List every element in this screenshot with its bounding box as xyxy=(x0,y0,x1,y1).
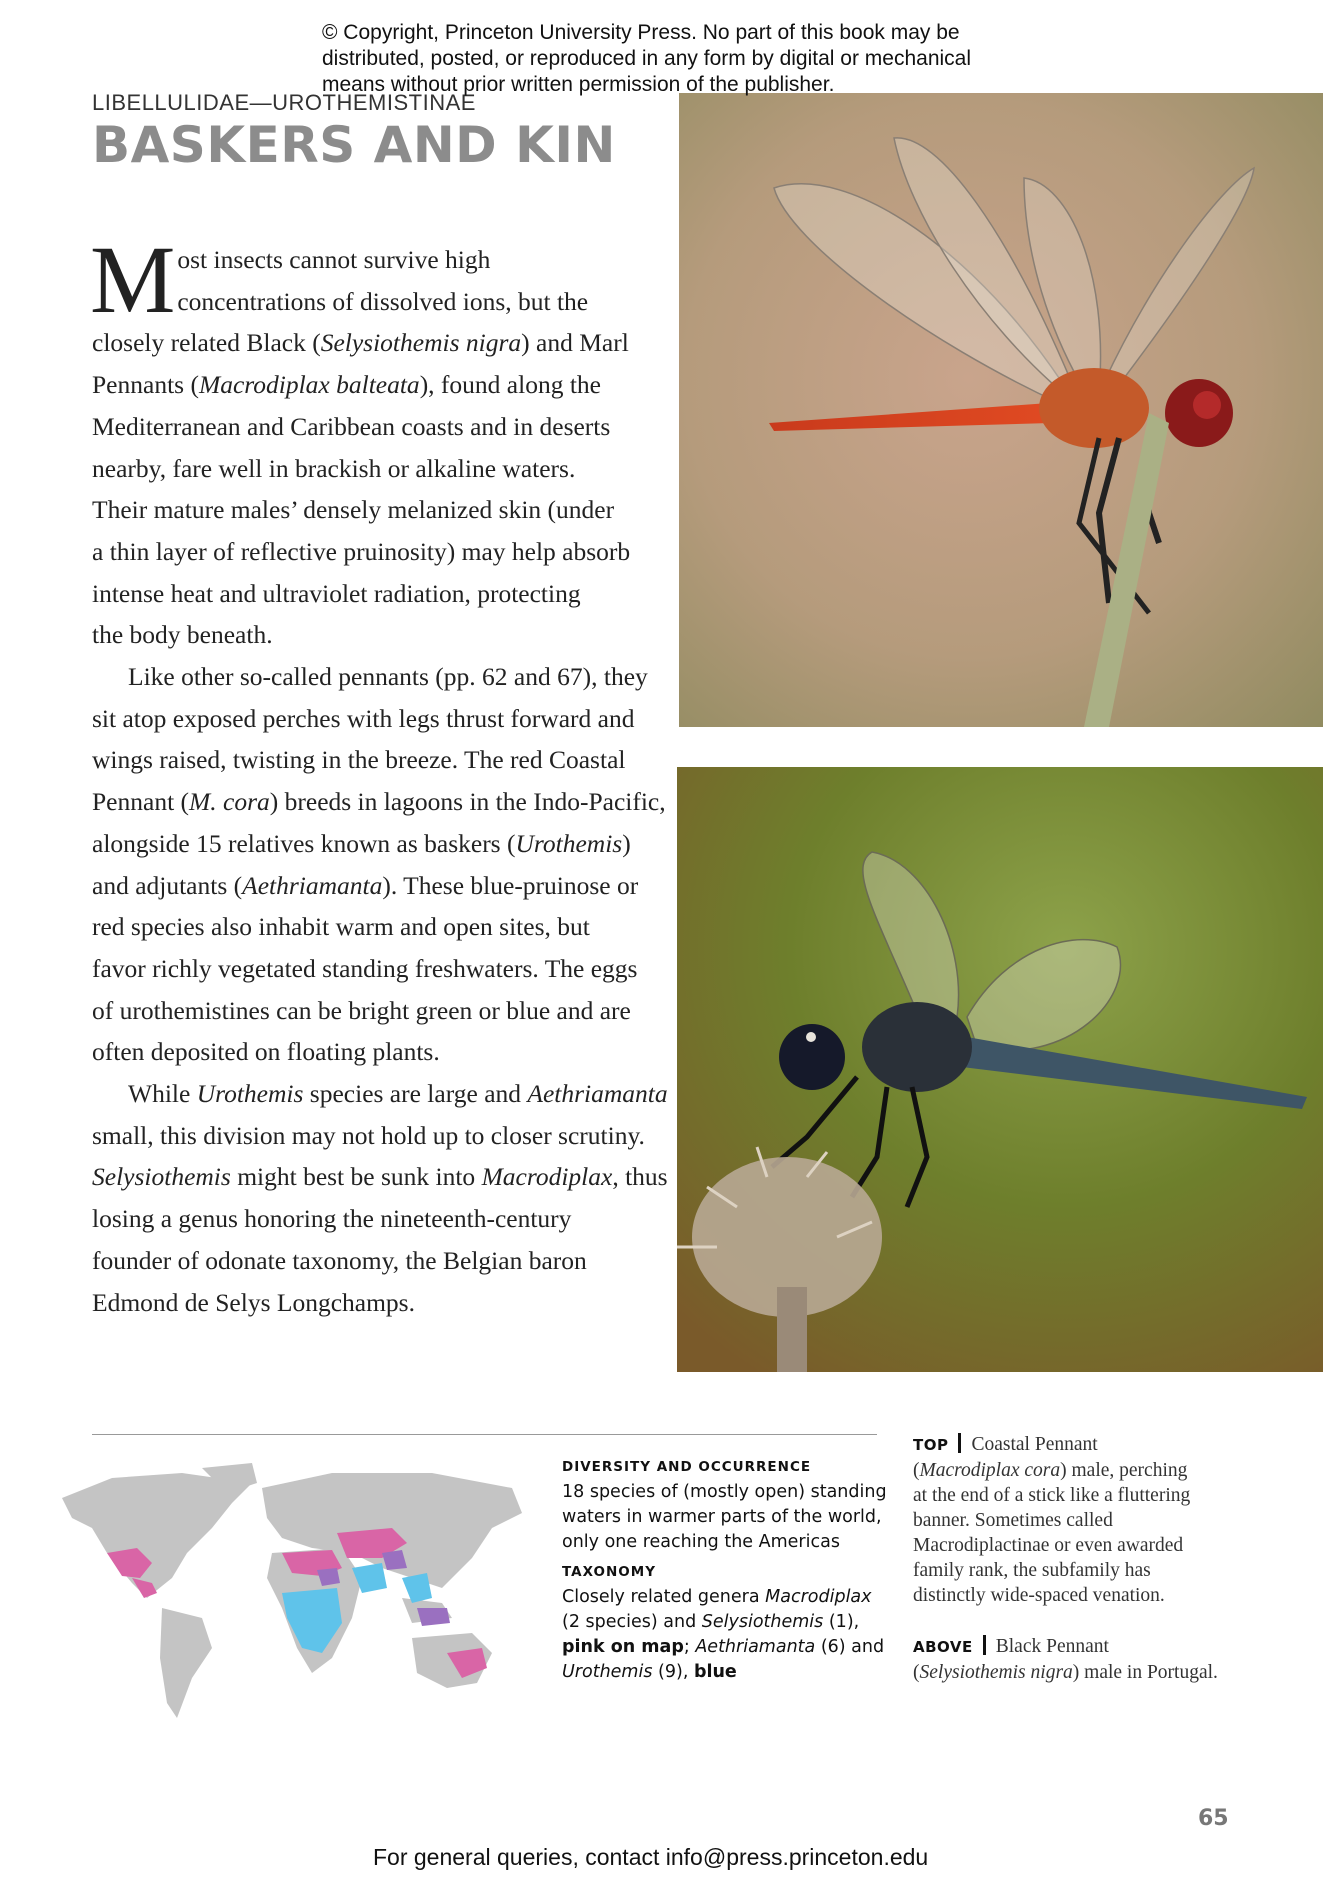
text-line: small, this division may not hold up to closer scrutiny. xyxy=(92,1120,645,1150)
info-line: 18 species of (mostly open) standing xyxy=(562,1482,887,1502)
text-line: Like other so-called pennants (pp. 62 and 67), they xyxy=(128,662,648,692)
copyright-line: means without prior written permission of the publisher. xyxy=(322,73,835,96)
text-line: of urothemistines can be bright green or blue and are xyxy=(92,995,631,1025)
caption-line: banner. Sometimes called xyxy=(913,1510,1113,1531)
copyright-line: © Copyright, Princeton University Press. No part of this book may be xyxy=(322,21,960,44)
info-panel xyxy=(562,1458,887,1685)
diversity-heading: DIVERSITY AND OCCURRENCE xyxy=(562,1459,812,1475)
info-line: waters in warmer parts of the world, xyxy=(562,1507,882,1527)
caption-separator xyxy=(958,1433,961,1453)
coastal-pennant-image xyxy=(679,93,1323,727)
caption-line: Macrodiplactinae or even awarded xyxy=(913,1535,1184,1556)
caption-line: (Macrodiplax cora) male, perching xyxy=(913,1460,1188,1481)
caption-tag-top: TOP xyxy=(913,1436,949,1454)
caption-line: family rank, the subfamily has xyxy=(913,1560,1151,1581)
text-line: intense heat and ultraviolet radiation, protecting xyxy=(92,578,581,608)
text-line: sit atop exposed perches with legs thrust forward and xyxy=(92,703,635,733)
text-line: Edmond de Selys Longchamps. xyxy=(92,1287,415,1317)
page-title: BASKERS AND KIN xyxy=(92,116,616,174)
taxonomy-heading: TAXONOMY xyxy=(562,1564,656,1580)
text-line: Mediterranean and Caribbean coasts and in deserts xyxy=(92,411,611,441)
caption-line: distinctly wide-spaced venation. xyxy=(913,1585,1165,1606)
photo-coastal-pennant xyxy=(679,93,1323,727)
caption-line: at the end of a stick like a fluttering xyxy=(913,1485,1191,1506)
world-map-image xyxy=(52,1458,534,1723)
text-line: often deposited on floating plants. xyxy=(92,1037,440,1067)
text-line: concentrations of dissolved ions, but the xyxy=(177,286,589,316)
caption-line: ABOVE Black Pennant xyxy=(913,1636,1109,1657)
distribution-map xyxy=(52,1458,534,1723)
text-line: Pennants (Macrodiplax balteata), found along the xyxy=(92,370,601,400)
page-number: 65 xyxy=(1198,1806,1229,1831)
info-line: pink on map; Aethriamanta (6) and xyxy=(562,1637,885,1657)
drop-cap: M xyxy=(90,226,176,333)
info-line: Closely related genera Macrodiplax xyxy=(562,1587,872,1607)
section-divider xyxy=(92,1434,877,1435)
text-line: Pennant (M. cora) breeds in lagoons in the Indo-Pacific, xyxy=(92,787,666,817)
copyright-notice xyxy=(322,20,1022,98)
text-line: Selysiothemis might best be sunk into Macrodiplax, thus xyxy=(92,1162,668,1192)
text-line: closely related Black (Selysiothemis nigra) and Marl xyxy=(92,328,629,358)
info-line: Urothemis (9), blue xyxy=(562,1662,737,1682)
caption-line: (Selysiothemis nigra) male in Portugal. xyxy=(913,1662,1218,1683)
text-line: founder of odonate taxonomy, the Belgian baron xyxy=(92,1245,587,1275)
info-line: only one reaching the Americas xyxy=(562,1532,840,1552)
footer-contact: For general queries, contact info@press.princeton.edu xyxy=(373,1844,929,1870)
black-pennant-image xyxy=(677,767,1323,1372)
copyright-line: distributed, posted, or reproduced in any form by digital or mechanical xyxy=(322,47,972,70)
text-line: nearby, fare well in brackish or alkaline waters. xyxy=(92,453,576,483)
text-line: losing a genus honoring the nineteenth-century xyxy=(92,1204,572,1234)
text-line: While Urothemis species are large and Aethriamanta xyxy=(128,1079,668,1109)
text-line: Their mature males’ densely melanized skin (under xyxy=(92,495,615,525)
text-line: a thin layer of reflective pruinosity) may help absorb xyxy=(92,536,631,566)
body-text xyxy=(90,226,672,1323)
caption-separator xyxy=(983,1635,986,1655)
info-line: (2 species) and Selysiothemis (1), xyxy=(562,1612,860,1632)
text-line: wings raised, twisting in the breeze. The red Coastal xyxy=(92,745,626,775)
caption-line: TOP Coastal Pennant xyxy=(913,1434,1098,1455)
text-line: alongside 15 relatives known as baskers (Urothemis) xyxy=(92,828,631,858)
caption-tag-above: ABOVE xyxy=(913,1638,973,1656)
text-line: favor richly vegetated standing freshwaters. The eggs xyxy=(92,953,638,983)
section-kicker: LIBELLULIDAE—UROTHEMISTINAE xyxy=(92,90,476,115)
photo-captions xyxy=(913,1432,1253,1685)
text-line: the body beneath. xyxy=(92,620,273,650)
photo-black-pennant xyxy=(677,767,1323,1372)
text-line: ost insects cannot survive high xyxy=(177,245,491,274)
text-line: red species also inhabit warm and open sites, but xyxy=(92,912,590,942)
text-line: and adjutants (Aethriamanta). These blue-pruinose or xyxy=(92,870,639,900)
